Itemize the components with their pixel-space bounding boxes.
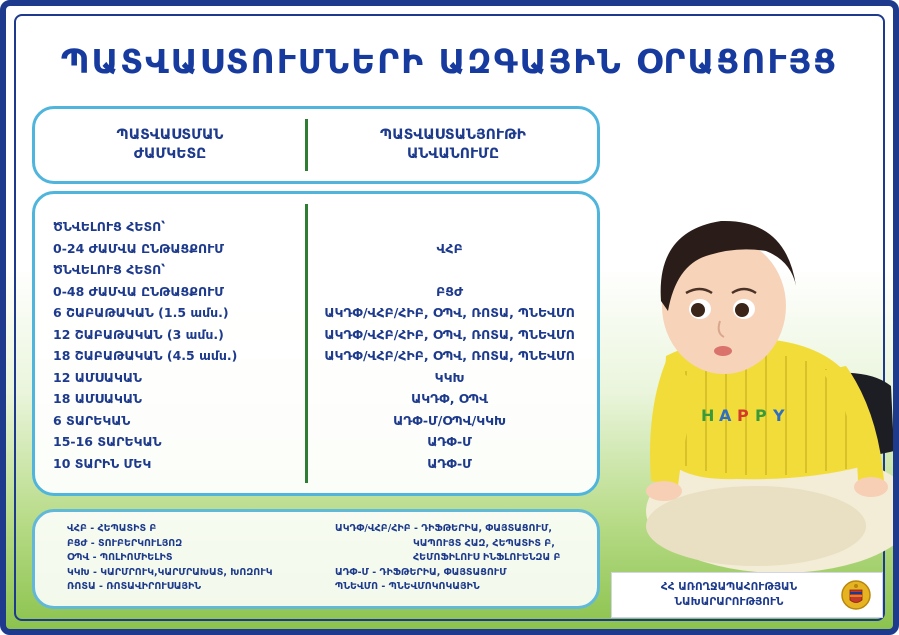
- row-vaccine: ԱԿԴՓ, ՕՊՎ: [411, 391, 489, 407]
- row-vaccine: ԱԿԴՓ/ՎՀԲ/ՀԻԲ, ՕՊՎ, ՌՈՏԱ, ՊՆԵՎՄՈ: [324, 305, 575, 321]
- table-row: [53, 324, 593, 346]
- legend-item: ՀԵՄՈՖԻԼՈՒՍ ԻՆՖԼՈՒԵՆԶԱ Բ: [413, 552, 561, 563]
- header-vaccine-column: [308, 109, 598, 181]
- legend-item: ԿԿԽ - ԿԱՐՄՐՈՒԿ,ԿԱՐՄՐԱԽԱՏ, ԽՈԶՈՒԿ: [67, 566, 273, 578]
- row-vaccine: ԲՑԺ: [436, 283, 464, 299]
- svg-text:A: A: [719, 406, 732, 425]
- legend-item: ՕՊՎ - ՊՈԼԻՈՄԻԵԼԻՏ: [67, 552, 173, 563]
- ministry-name: [624, 580, 834, 610]
- poster-title: ՊԱՏՎԱՍՏՈՒՄՆԵՐԻ ԱԶԳԱՅԻՆ ՕՐԱՑՈՒՅՑ: [60, 42, 839, 81]
- row-vaccine: ԱԿԴՓ/ՎՀԲ/ՀԻԲ, ՕՊՎ, ՌՈՏԱ, ՊՆԵՎՄՈ: [324, 348, 575, 364]
- row-age: 10 ՏԱՐԻՆ ՄԵԿ: [53, 455, 152, 471]
- row-age: ԾՆՎԵԼՈՒՑ ՀԵՏՈ՝: [53, 219, 166, 235]
- mouth: [714, 346, 732, 356]
- row-vaccine: ՎՀԲ: [436, 240, 463, 256]
- row-age: 15-16 ՏԱՐԵԿԱՆ: [53, 434, 162, 450]
- armenia-coat-of-arms-icon: [840, 579, 872, 611]
- row-age: 12 ԱՄՍԱԿԱՆ: [53, 369, 142, 385]
- table-row: [53, 367, 593, 389]
- row-vaccine: ԱԴՓ-Մ: [427, 434, 472, 450]
- legend-right-column: [335, 522, 605, 595]
- row-age: 0-48 ԺԱՄՎԱ ԸՆԹԱՑՔՈՒՄ: [53, 283, 225, 299]
- row-age: 12 ՇԱԲԱԹԱԿԱՆ (3 ամս.): [53, 326, 224, 342]
- left-hand: [646, 481, 682, 501]
- table-row: [53, 453, 593, 475]
- svg-text:H: H: [701, 406, 715, 425]
- table-row: [53, 345, 593, 367]
- table-row: [53, 388, 593, 410]
- table-row: [53, 410, 593, 432]
- svg-text:P: P: [755, 406, 767, 425]
- header-vaccine-line2: ԱՆՎԱՆՈՒՄԸ: [406, 146, 500, 162]
- legend-item: ԿԱՊՈՒՅՏ ՀԱԶ, ՀԵՊԱՏԻՏ Բ,: [413, 537, 555, 549]
- header-schedule-line1: ՊԱՏՎԱՍՏՄԱՆ: [116, 127, 224, 143]
- header-schedule-line2: ԺԱՄԿԵՏԸ: [133, 146, 207, 162]
- legend-item: ՎՀԲ - ՀԵՊԱՏԻՏ Բ: [67, 523, 157, 534]
- svg-text:P: P: [737, 406, 749, 425]
- row-age: 18 ՇԱԲԱԹԱԿԱՆ (4.5 ամս.): [53, 348, 238, 364]
- table-row: [53, 238, 593, 260]
- schedule-rows: [53, 216, 593, 474]
- ministry-name-line2: ՆԱԽԱՐԱՐՈՒԹՅՈՒՆ: [674, 596, 784, 608]
- legend-item: ԱԴՓ-Մ - ԴԻՖԹԵՐԻԱ, ՓԱՅՏԱՑՈՒՄ: [335, 566, 507, 578]
- child-photo: [606, 181, 896, 581]
- abbreviation-legend-box: [32, 509, 600, 609]
- row-age: 0-24 ԺԱՄՎԱ ԸՆԹԱՑՔՈՒՄ: [53, 240, 225, 256]
- header-schedule-column: [35, 109, 305, 181]
- table-row: [53, 302, 593, 324]
- row-vaccine: ԱԿԴՓ/ՎՀԲ/ՀԻԲ, ՕՊՎ, ՌՈՏԱ, ՊՆԵՎՄՈ: [324, 326, 575, 342]
- row-vaccine: ԱԴՓ-Մ/ՕՊՎ/ԿԿԽ: [393, 412, 507, 428]
- table-row: [53, 431, 593, 453]
- row-age: 18 ԱՄՍԱԿԱՆ: [53, 391, 142, 407]
- legend-item: ՊՆԵՎՄՈ - ՊՆԵՎՄՈԿՈԿԱՅԻՆ: [335, 581, 480, 592]
- table-row: [53, 259, 593, 281]
- svg-text:Y: Y: [773, 406, 785, 425]
- row-age: 6 ՏԱՐԵԿԱՆ: [53, 412, 131, 428]
- table-row: [53, 216, 593, 238]
- right-eye: [735, 303, 749, 317]
- left-eye: [691, 303, 705, 317]
- row-vaccine: ԱԴՓ-Մ: [427, 455, 472, 471]
- sweater-letters: [701, 406, 785, 425]
- ministry-name-line1: ՀՀ ԱՌՈՂՋԱՊԱՀՈՒԹՅԱՆ: [660, 581, 798, 593]
- table-header-box: [32, 106, 600, 184]
- right-hand: [854, 477, 888, 497]
- legend-item: ԱԿԴՓ/ՎՀԲ/ՀԻԲ - ԴԻՖԹԵՐԻԱ, ՓԱՅՏԱՑՈՒՄ,: [335, 523, 552, 534]
- ministry-badge: [611, 572, 883, 618]
- row-vaccine: ԿԿԽ: [434, 369, 465, 385]
- legend-left-column: [67, 522, 317, 595]
- header-vaccine-line1: ՊԱՏՎԱՍՏԱՆՅՈՒԹԻ: [380, 127, 526, 143]
- row-age: 6 ՇԱԲԱԹԱԿԱՆ (1.5 ամս.): [53, 305, 229, 321]
- legend-item: ՌՈՏԱ - ՌՈՏԱՎԻՐՈՒՍԱՅԻՆ: [67, 581, 202, 592]
- legend-item: ԲՑԺ - ՏՈՒԲԵՐԿՈՒԼՅՈԶ: [67, 537, 183, 549]
- row-age: ԾՆՎԵԼՈՒՑ ՀԵՏՈ՝: [53, 262, 166, 278]
- schedule-table-box: [32, 191, 600, 496]
- table-row: [53, 281, 593, 303]
